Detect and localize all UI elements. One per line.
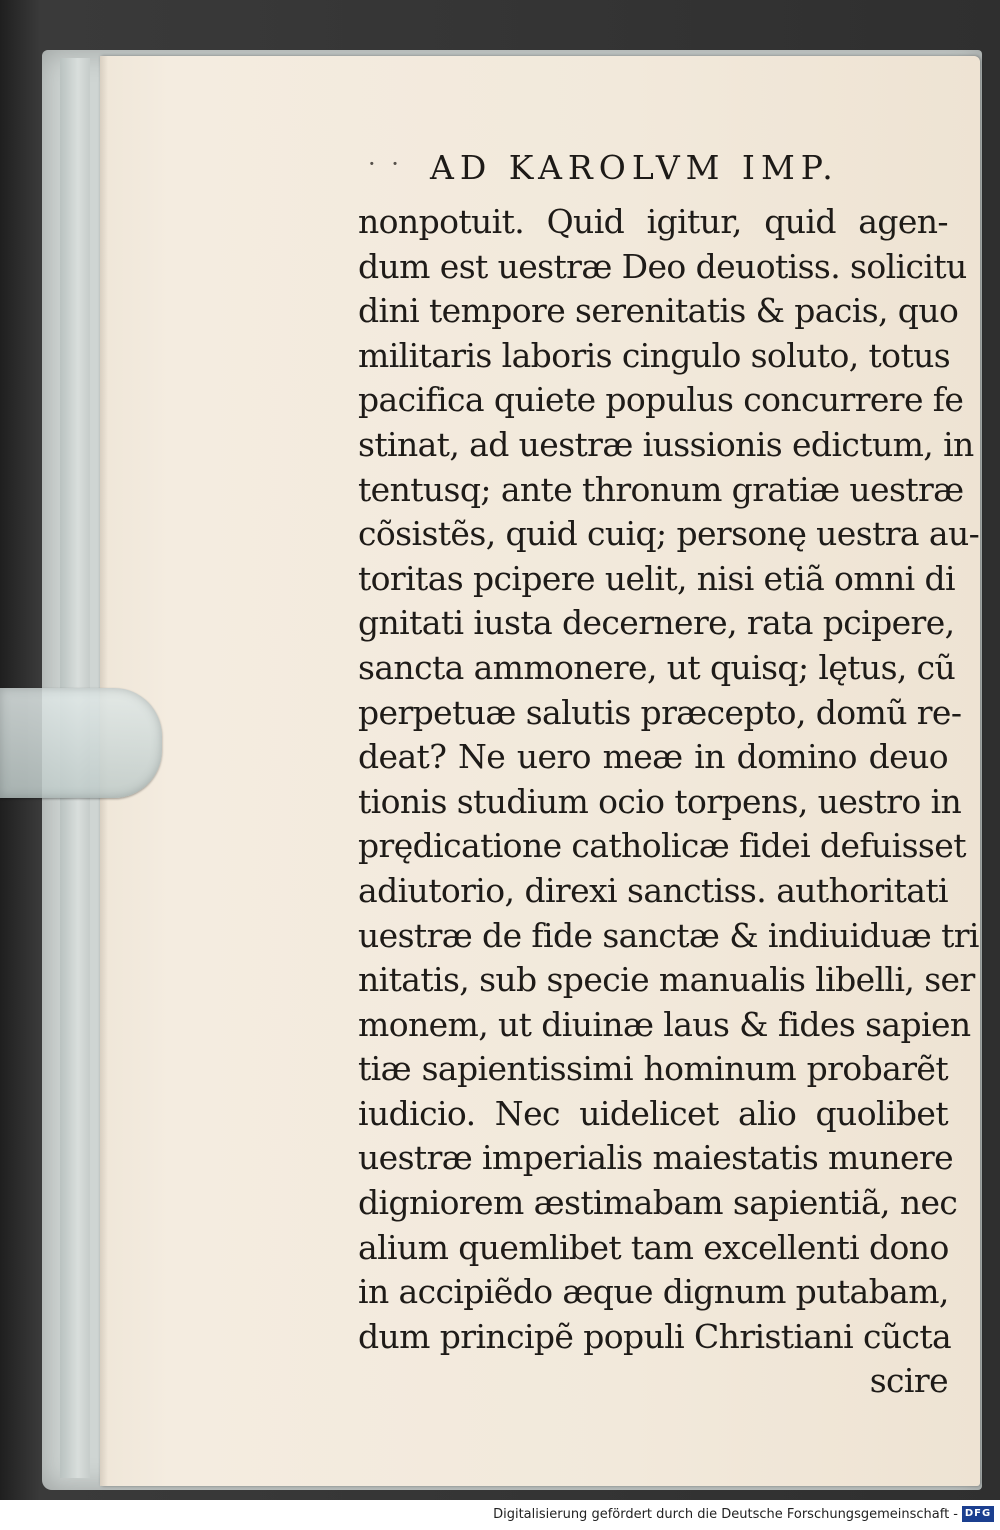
text-line: uestræ imperialis maiestatis munere [358,1138,954,1178]
catchword: scire [869,1361,948,1401]
text-line: nitatis, sub specie manualis libelli, ser [358,960,975,1000]
dfg-logo: DFG [962,1506,994,1522]
text-line: digniorem æstimabam sapientiã, nec [358,1183,958,1223]
footer-bar [0,1500,1000,1530]
text-line: uestræ de fide sanctæ & indiuiduæ tri [358,915,979,955]
text-line: stinat, ad uestræ iussionis edictum, in [358,424,974,464]
text-line: in accipiẽdo æque dignum putabam, [358,1272,949,1312]
text-line: iudicio. Nec uidelicet alio quolibet [358,1093,948,1133]
text-line: perpetuæ salutis præcepto, domũ re- [358,692,962,732]
page-clip [0,688,162,798]
funding-note: Digitalisierung gefördert durch die Deutsche Forschungsgemeinschaft - [493,1507,958,1522]
text-line: cõsistẽs, quid cuiq; personę uestra au- [358,514,980,554]
text-line: adiutorio, direxi sanctiss. authoritati [358,870,948,910]
text-line: dum est uestræ Deo deuotiss. solicitu [358,246,967,286]
text-line: deat? Ne uero meæ in domino deuo [358,737,948,777]
text-line: pacifica quiete populus concurrere fe [358,380,964,420]
text-line: dini tempore serenitatis & pacis, quo [358,291,959,331]
text-line: sancta ammonere, ut quisq; lętus, cũ [358,647,956,687]
text-line: toritas pcipere uelit, nisi etiã omni di [358,558,955,598]
text-line: tionis studium ocio torpens, uestro in [358,781,962,821]
text-line: prędicatione catholicæ fidei defuisset [358,826,966,866]
text-line: monem, ut diuinæ laus & fides sapien [358,1004,971,1044]
text-line: dum principẽ populi Christiani cũcta [358,1316,952,1356]
text-line: nonpotuit. Quid igitur, quid agen- [358,202,948,241]
text-line: gnitati iusta decernere, rata pcipere, [358,603,955,643]
text-line: alium quemlibet tam excellenti dono [358,1227,949,1267]
text-line: tiæ sapientissimi hominum probarẽt [358,1049,948,1089]
text-line: tentusq; ante thronum gratiæ uestræ [358,469,964,509]
head-ornament: · · [368,150,403,178]
running-head: AD KAROLVM IMP. [430,148,839,187]
body-text [358,200,980,1404]
text-line: militaris laboris cingulo soluto, totus [358,335,951,375]
